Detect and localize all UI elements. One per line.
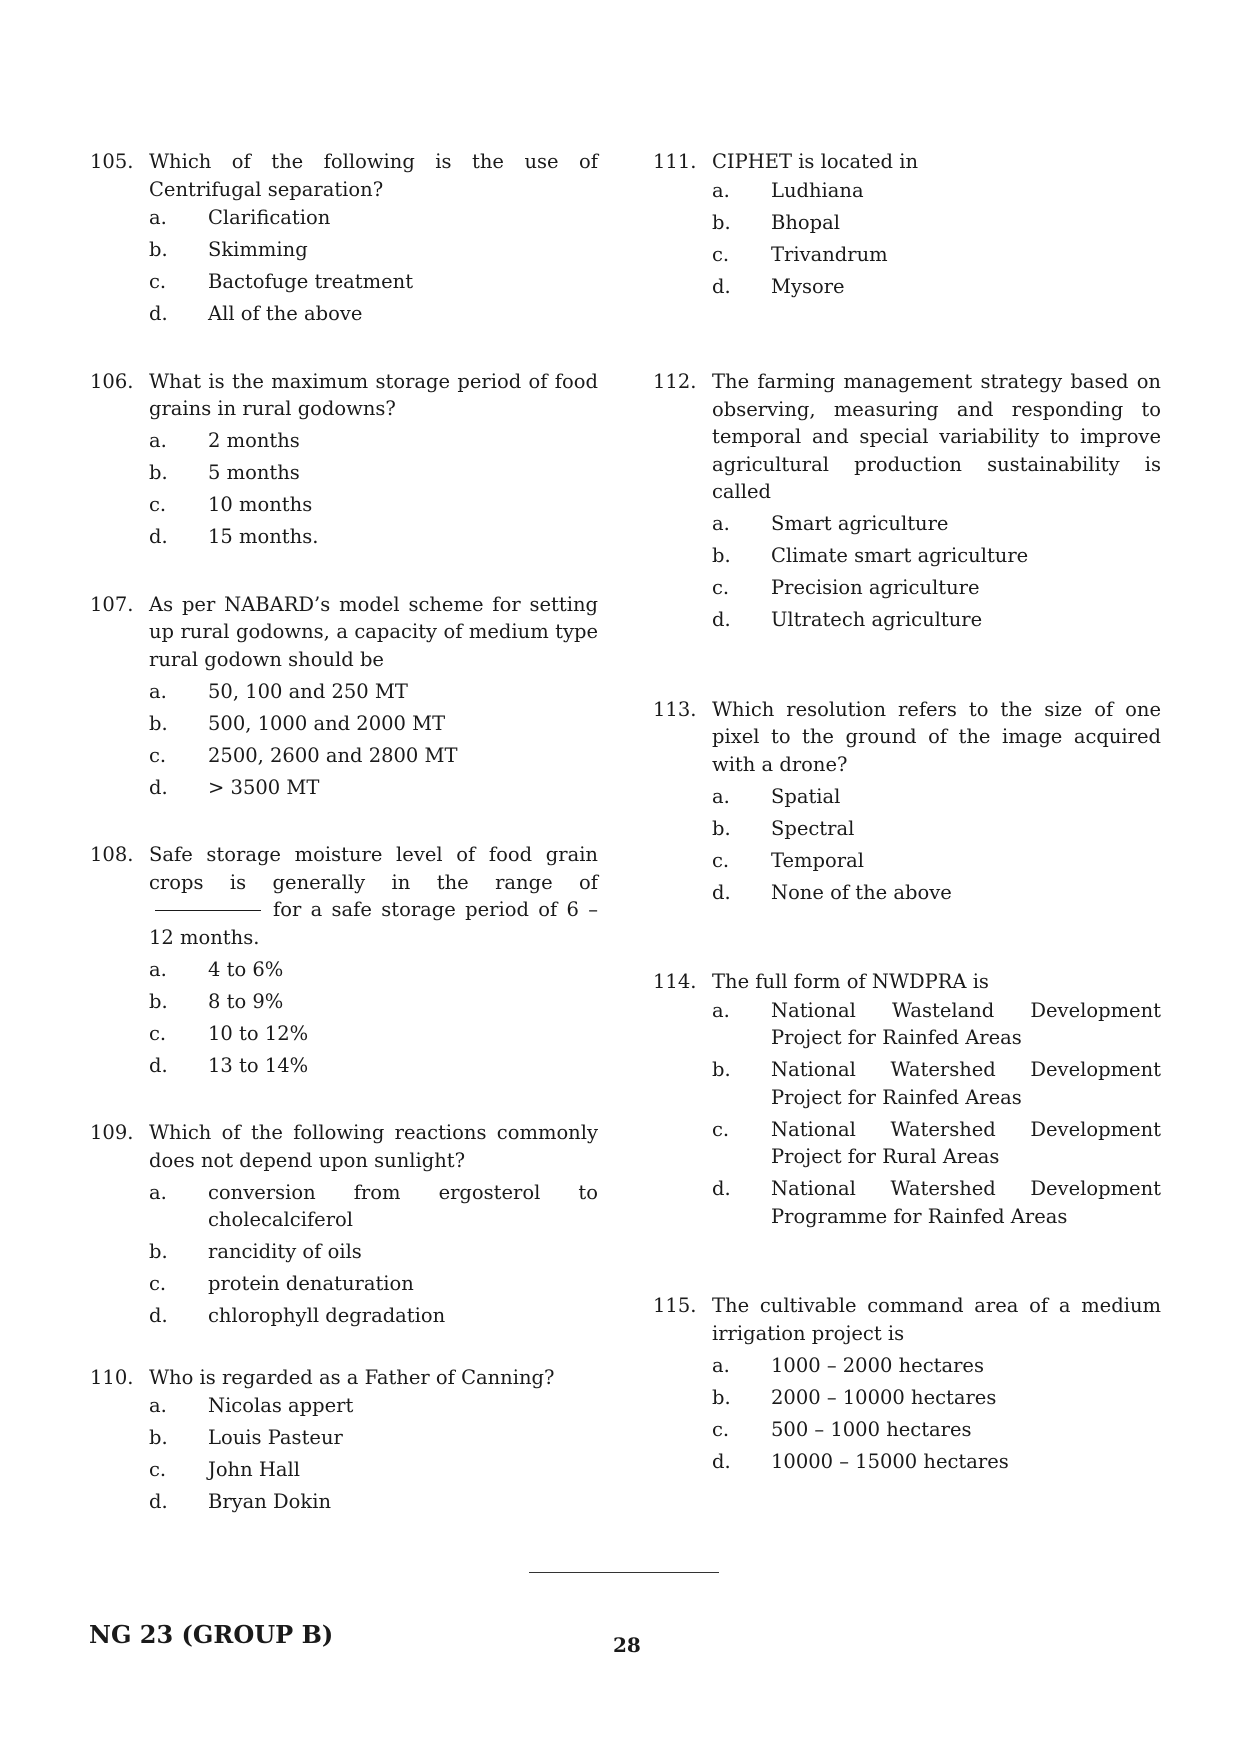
option-b: [712, 1384, 1161, 1412]
question-115: [653, 1292, 1161, 1475]
option-text: Precision agriculture: [771, 576, 980, 599]
option-b: [149, 459, 598, 487]
option-letter: b.: [149, 461, 168, 484]
option-text: 500 – 1000 hectares: [771, 1417, 972, 1441]
option-text: 2000 – 10000 hectares: [771, 1385, 997, 1409]
option-text: > 3500 MT: [208, 775, 320, 799]
option-letter: c.: [149, 493, 167, 516]
option-text: Bryan Dokin: [208, 1490, 332, 1513]
option-b: [149, 1424, 598, 1452]
option-letter: b.: [712, 544, 731, 567]
option-letter: d.: [712, 880, 731, 904]
option-c: [149, 1020, 598, 1048]
option-text: 1000 – 2000 hectares: [771, 1353, 984, 1377]
question-number: 106.: [90, 369, 134, 393]
option-text: rancidity of oils: [208, 1240, 362, 1263]
option-letter: b.: [712, 816, 731, 840]
option-d: [712, 273, 1161, 301]
option-text: National Wasteland Development Project for Rainfed Areas: [771, 998, 1161, 1049]
question-text: Who is regarded as a Father of Canning?: [149, 1365, 555, 1389]
option-text: Spatial: [771, 784, 841, 808]
question-109: [90, 1119, 598, 1330]
option-a: [149, 1392, 598, 1420]
option-d: [149, 1052, 598, 1080]
option-d: [712, 606, 1161, 634]
right-column: [653, 148, 1161, 1475]
option-a: [149, 204, 598, 232]
option-text: Smart agriculture: [771, 512, 949, 535]
option-text: 10 months: [208, 493, 313, 516]
left-column: [90, 148, 598, 1516]
question-114: [653, 968, 1161, 1230]
question-number: 113.: [653, 697, 697, 721]
option-letter: d.: [149, 525, 168, 548]
option-text: 4 to 6%: [208, 957, 284, 981]
option-letter: d.: [149, 1304, 168, 1327]
option-letter: c.: [149, 743, 167, 767]
option-b: [712, 815, 1161, 843]
option-text: Clarification: [208, 206, 331, 229]
option-a: [712, 510, 1161, 538]
option-text: Bactofuge treatment: [208, 270, 414, 293]
option-letter: c.: [149, 1272, 167, 1295]
option-letter: b.: [149, 711, 168, 735]
option-c: [149, 1456, 598, 1484]
option-text: Trivandrum: [771, 242, 888, 266]
option-c: [149, 1270, 598, 1298]
option-letter: a.: [149, 957, 167, 981]
option-letter: a.: [149, 1394, 167, 1417]
option-letter: d.: [149, 1053, 168, 1077]
option-text: None of the above: [771, 880, 952, 904]
option-letter: c.: [149, 1458, 167, 1481]
option-d: [712, 1448, 1161, 1476]
option-c: [712, 241, 1161, 269]
option-letter: c.: [712, 1117, 730, 1141]
option-text: 13 to 14%: [208, 1053, 309, 1077]
option-a: [149, 1179, 598, 1234]
option-letter: d.: [712, 1177, 731, 1200]
fill-in-blank: [155, 910, 261, 911]
question-text: The full form of NWDPRA is: [712, 970, 989, 993]
option-letter: b.: [149, 1240, 168, 1263]
option-text: Bhopal: [771, 210, 840, 234]
option-text: 8 to 9%: [208, 989, 284, 1013]
question-text: Which of the following is the use of Centrifugal separation?: [149, 150, 598, 201]
option-b: [712, 209, 1161, 237]
option-a: [712, 177, 1161, 205]
question-105: [90, 148, 598, 328]
option-text: 50, 100 and 250 MT: [208, 679, 408, 703]
option-b: [149, 988, 598, 1016]
option-a: [149, 427, 598, 455]
question-number: 115.: [653, 1294, 697, 1317]
option-letter: a.: [712, 512, 730, 535]
option-text: 5 months: [208, 461, 300, 484]
option-a: [712, 783, 1161, 811]
option-c: [712, 574, 1161, 602]
option-text: conversion from ergosterol to cholecalciferol: [208, 1180, 598, 1231]
option-letter: d.: [712, 608, 731, 631]
question-number: 114.: [653, 970, 697, 993]
option-d: [149, 774, 598, 802]
option-d: [712, 1175, 1161, 1230]
option-letter: d.: [712, 1449, 731, 1473]
option-d: [149, 523, 598, 551]
option-letter: a.: [712, 784, 730, 808]
option-letter: d.: [712, 274, 731, 298]
question-107: [90, 591, 598, 802]
option-text: protein denaturation: [208, 1272, 414, 1295]
option-letter: b.: [149, 1426, 168, 1449]
option-letter: d.: [149, 302, 168, 325]
option-letter: a.: [712, 178, 730, 202]
option-text: Mysore: [771, 274, 845, 298]
option-letter: c.: [149, 270, 167, 293]
option-text: Ultratech agriculture: [771, 608, 983, 631]
option-text: John Hall: [208, 1458, 300, 1481]
question-113: [653, 696, 1161, 907]
option-letter: c.: [712, 848, 730, 872]
question-number: 107.: [90, 592, 134, 616]
question-text-before-blank: Safe storage moisture level of food grain crops is generally in the range of: [149, 843, 598, 894]
option-text: Nicolas appert: [208, 1394, 354, 1417]
option-text: National Watershed Development Project for Rural Areas: [771, 1117, 1161, 1168]
option-letter: c.: [712, 1417, 730, 1441]
option-letter: d.: [149, 775, 168, 799]
question-text: CIPHET is located in: [712, 150, 919, 173]
question-text: What is the maximum storage period of food grains in rural godowns?: [149, 369, 598, 420]
option-d: [149, 1302, 598, 1330]
question-number: 110.: [90, 1365, 134, 1389]
option-text: 2500, 2600 and 2800 MT: [208, 743, 458, 767]
option-d: [149, 1488, 598, 1516]
question-text-after-blank: for a safe storage period of 6 – 12 months.: [149, 898, 598, 949]
option-letter: c.: [149, 1021, 167, 1045]
option-letter: a.: [149, 429, 167, 452]
option-b: [149, 236, 598, 264]
option-text: Climate smart agriculture: [771, 544, 1029, 567]
question-text: [149, 841, 598, 951]
question-text: The farming management strategy based on observing, measuring and responding to temporal and special variability to improve agricultural production sustainability is called: [712, 370, 1161, 503]
option-b: [712, 1056, 1161, 1111]
option-text: 10000 – 15000 hectares: [771, 1449, 1009, 1473]
option-b: [149, 710, 598, 738]
option-c: [149, 268, 598, 296]
option-letter: c.: [712, 242, 730, 266]
option-c: [712, 847, 1161, 875]
option-text: Louis Pasteur: [208, 1426, 343, 1449]
option-c: [149, 742, 598, 770]
option-a: [712, 1352, 1161, 1380]
option-d: [149, 300, 598, 328]
question-111: [653, 148, 1161, 300]
option-c: [712, 1416, 1161, 1444]
question-106: [90, 368, 598, 551]
option-text: 10 to 12%: [208, 1021, 309, 1045]
option-letter: a.: [712, 1353, 730, 1377]
page-number: 28: [613, 1633, 641, 1657]
option-b: [712, 542, 1161, 570]
option-text: All of the above: [208, 302, 363, 325]
option-letter: b.: [149, 238, 168, 261]
option-letter: d.: [149, 1490, 168, 1513]
option-a: [712, 997, 1161, 1052]
option-letter: b.: [149, 989, 168, 1013]
option-text: Ludhiana: [771, 178, 864, 202]
option-letter: a.: [712, 998, 730, 1022]
option-a: [149, 678, 598, 706]
option-letter: c.: [712, 576, 730, 599]
question-text: The cultivable command area of a medium irrigation project is: [712, 1294, 1161, 1345]
option-text: Spectral: [771, 816, 855, 840]
option-text: Skimming: [208, 238, 308, 261]
paper-code: NG 23 (GROUP B): [89, 1620, 334, 1649]
option-letter: a.: [149, 1180, 167, 1204]
option-c: [149, 491, 598, 519]
question-number: 111.: [653, 150, 697, 173]
option-text: 2 months: [208, 429, 300, 452]
question-number: 108.: [90, 843, 134, 866]
question-text: Which of the following reactions commonly does not depend upon sunlight?: [149, 1121, 598, 1172]
question-number: 112.: [653, 370, 697, 393]
question-number: 109.: [90, 1121, 134, 1144]
option-letter: b.: [712, 1058, 731, 1081]
option-letter: a.: [149, 679, 167, 703]
option-d: [712, 879, 1161, 907]
option-letter: a.: [149, 206, 167, 229]
option-c: [712, 1116, 1161, 1171]
option-text: National Watershed Development Project for Rainfed Areas: [771, 1058, 1161, 1109]
option-letter: b.: [712, 1385, 731, 1409]
option-text: National Watershed Development Programme for Rainfed Areas: [771, 1177, 1161, 1228]
option-text: 15 months.: [208, 525, 319, 548]
option-b: [149, 1238, 598, 1266]
option-text: chlorophyll degradation: [208, 1304, 446, 1327]
question-text: As per NABARD’s model scheme for setting up rural godowns, a capacity of medium type rural godown should be: [149, 592, 598, 671]
question-number: 105.: [90, 150, 134, 173]
question-112: [653, 368, 1161, 634]
option-a: [149, 956, 598, 984]
footer-divider: [529, 1572, 719, 1573]
question-text: Which resolution refers to the size of one pixel to the ground of the image acquired with a drone?: [712, 697, 1161, 776]
question-108: [90, 841, 598, 1079]
question-110: [90, 1364, 598, 1516]
option-text: Temporal: [771, 848, 864, 872]
option-letter: b.: [712, 210, 731, 234]
option-text: 500, 1000 and 2000 MT: [208, 711, 446, 735]
